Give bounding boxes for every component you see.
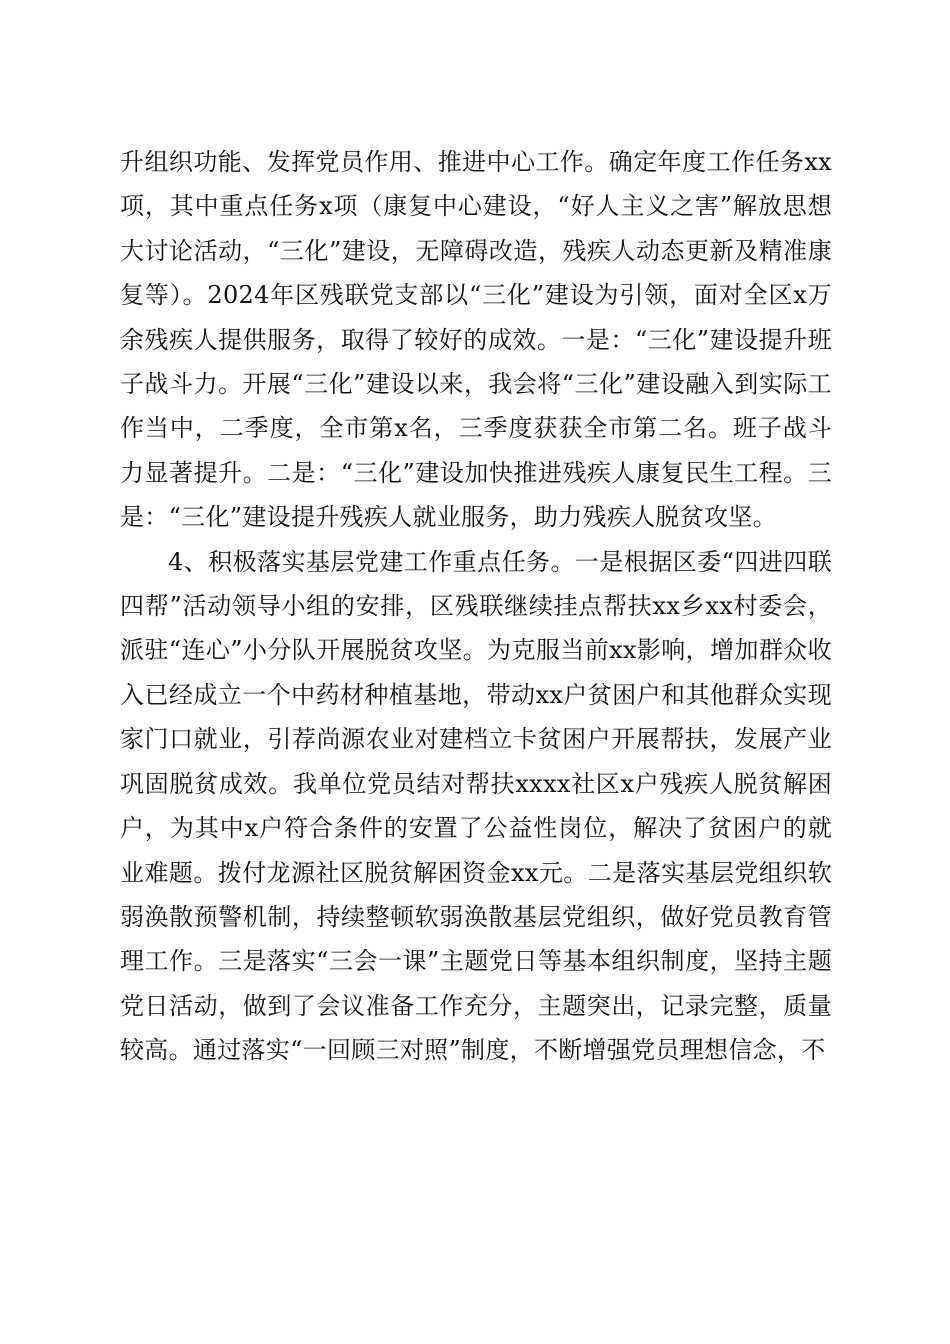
document-body bbox=[120, 140, 832, 1073]
paragraph-item-4: 4、积极落实基层党建工作重点任务。一是根据区委“四进四联四帮”活动领导小组的安排，区残联继续挂点帮扶xx乡xx村委会，派驻“连心”小分队开展脱贫攻坚。为克服当前xx影响，增加群众收入已经成立一个中药材种植基地，带动xx户贫困户和其他群众实现家门口就业，引荐尚源农业对建档立卡贫困户开展帮扶，发展产业巩固脱贫成效。我单位党员结对帮扶xxxx社区x户残疾人脱贫解困户，为其中x户符合条件的安置了公益性岗位，解决了贫困户的就业难题。拨付龙源社区脱贫解困资金xx元。二是落实基层党组织软弱涣散预警机制，持续整顿软弱涣散基层党组织，做好党员教育管理工作。三是落实“三会一课”主题党日等基本组织制度，坚持主题党日活动，做到了会议准备工作充分，主题突出，记录完整，质量较高。通过落实“一回顾三对照”制度，不断增强党员理想信念，不 bbox=[120, 547, 832, 1065]
paragraph-continuation: 升组织功能、发挥党员作用、推进中心工作。确定年度工作任务xx项，其中重点任务x项（康复中心建设，“好人主义之害”解放思想大讨论活动，“三化”建设，无障碍改造，残疾人动态更新及精准康复等）。2024年区残联党支部以“三化”建设为引领，面对全区x万余残疾人提供服务，取得了较好的成效。一是：“三化”建设提升班子战斗力。开展“三化”建设以来，我会将“三化”建设融入到实际工作当中，二季度，全市第x名，三季度获获全市第二名。班子战斗力显著提升。二是：“三化”建设加快推进残疾人康复民生工程。三是：“三化”建设提升残疾人就业服务，助力残疾人脱贫攻坚。 bbox=[120, 148, 832, 532]
